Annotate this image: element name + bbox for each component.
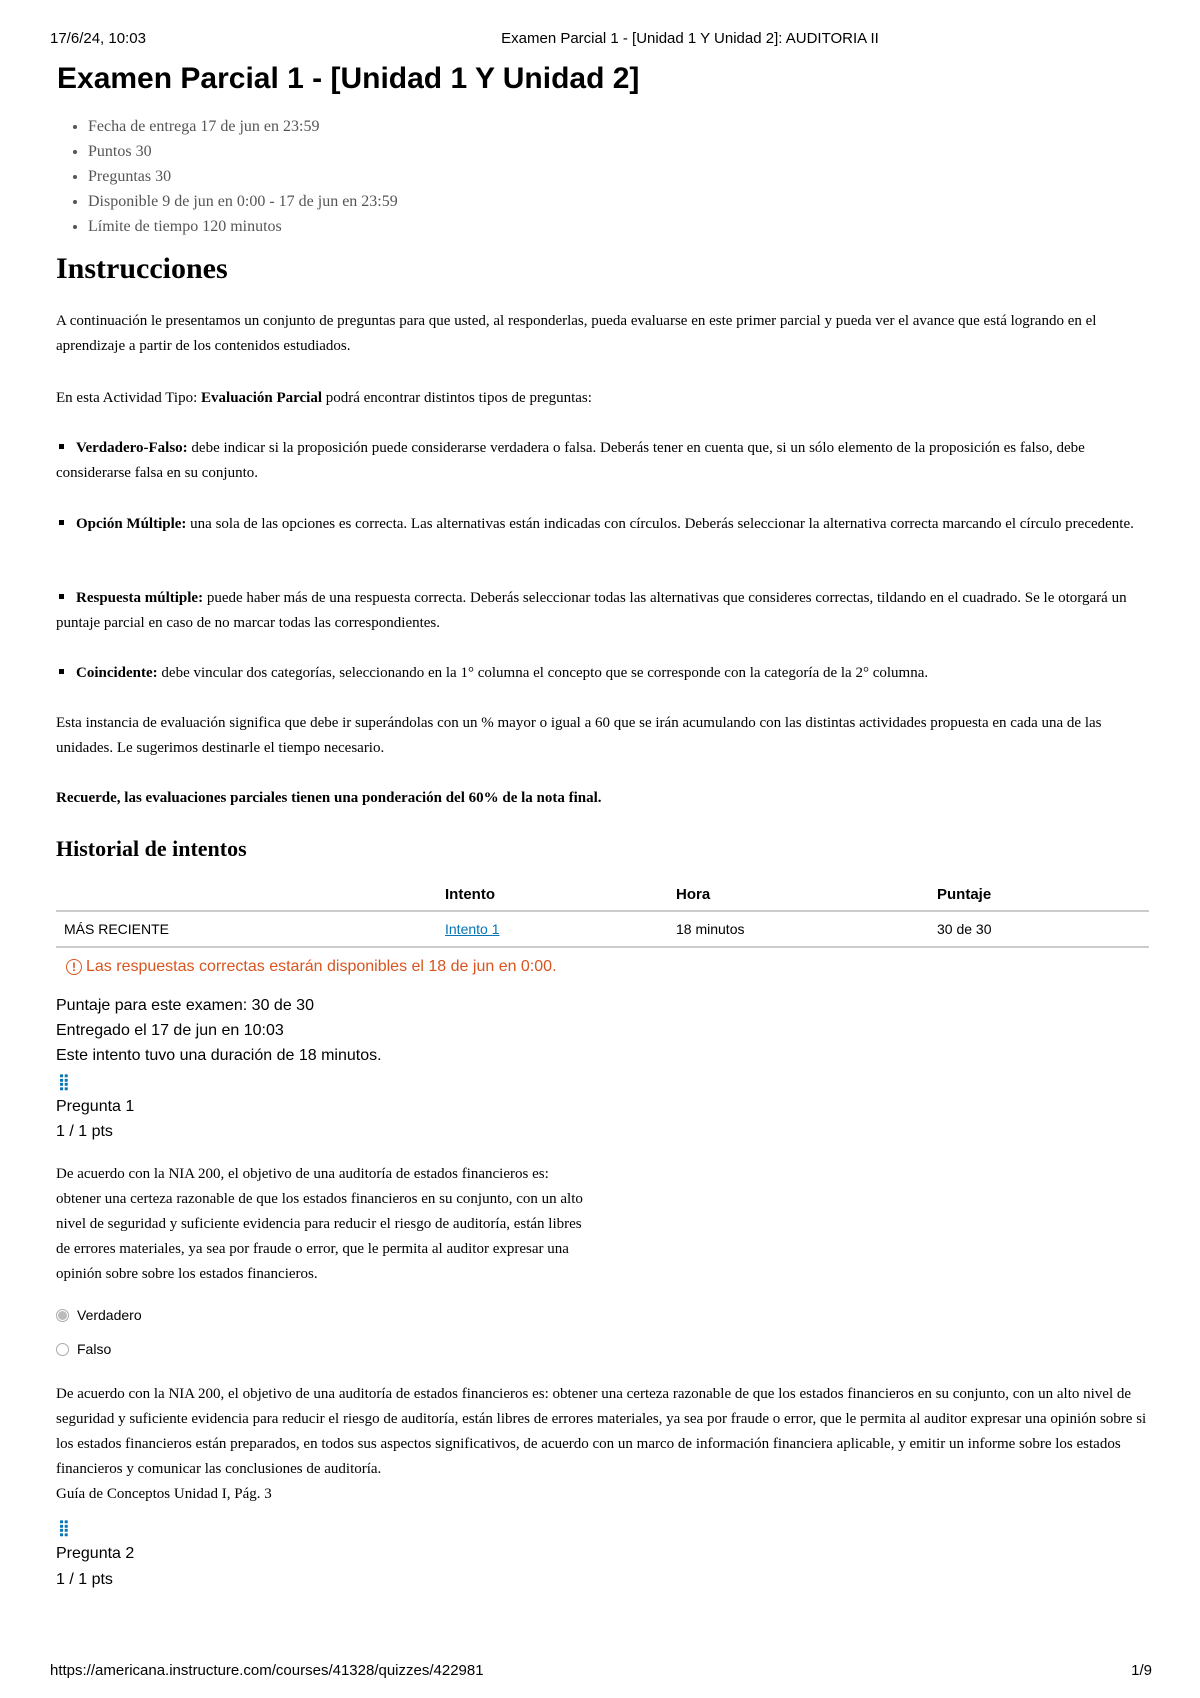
print-title: Examen Parcial 1 - [Unidad 1 Y Unidad 2]: AUDITORIA II (501, 30, 879, 47)
drag-handle-icon[interactable]: ⣿ (58, 1074, 69, 1091)
quiz-meta-list (68, 114, 398, 239)
bullet-square-icon (59, 594, 64, 599)
question-2-label: Pregunta 2 (56, 1545, 135, 1562)
radio-selected-icon[interactable] (56, 1309, 69, 1322)
history-heading: Historial de intentos (56, 836, 247, 861)
question-1-text: De acuerdo con la NIA 200, el objetivo de una auditoría de estados financieros es: obtener una certeza razonable de que los estados financieros en su conjunto, con un alto nivel de seguridad y suficiente evidencia para reducir el riesgo de auditoría, están libres de errores materiales, ya sea por fraude o error, que le permita al auditor expresar una opinión sobre sobre los estados financieros. (56, 1166, 583, 1282)
instructions-weighting-note: Recuerde, las evaluaciones parciales tienen una ponderación del 60% de la nota final. (56, 790, 602, 806)
drag-handle-icon[interactable]: ⣿ (58, 1520, 69, 1537)
page-title: Examen Parcial 1 - [Unidad 1 Y Unidad 2] (57, 62, 640, 95)
col-header-label (56, 878, 437, 911)
attempt-link[interactable]: Intento 1 (445, 921, 500, 937)
table-row (56, 911, 1149, 947)
availability: • Disponible 9 de jun en 0:00 - 17 de jun en 23:59 (88, 189, 398, 214)
quiz-score: Puntaje para este examen: 30 de 30 (56, 997, 314, 1014)
attempt-score: 30 de 30 (929, 911, 1149, 947)
bullet-square-icon (59, 520, 64, 525)
due-date: • Fecha de entrega 17 de jun en 23:59 (88, 114, 398, 139)
instructions-heading: Instrucciones (56, 252, 228, 285)
points: • Puntos 30 (88, 139, 398, 164)
print-page-number: 1/9 (1131, 1662, 1152, 1679)
question-type-multiple-choice: Opción Múltiple: una sola de las opciones es correcta. Las alternativas están indicadas con círculos. Deberás seleccionar la alternativa correcta marcando el círculo precedente. (56, 512, 1146, 537)
question-1-reference: Guía de Conceptos Unidad I, Pág. 3 (56, 1486, 272, 1502)
radio-empty-icon[interactable] (56, 1343, 69, 1356)
bullet-square-icon (59, 669, 64, 674)
attempt-time: 18 minutos (668, 911, 929, 947)
question-1-points: 1 / 1 pts (56, 1123, 113, 1140)
question-type-multiple-answer: Respuesta múltiple: puede haber más de una respuesta correcta. Deberás seleccionar todas las alternativas que consideres correctas, tildando en el cuadrado. Se le otorgará un puntaje parcial en caso de no marcar todas las correspondientes. (56, 590, 1127, 631)
question-1-option-true[interactable]: Verdadero (56, 1307, 142, 1323)
print-date: 17/6/24, 10:03 (50, 30, 146, 47)
col-header-score: Puntaje (929, 878, 1149, 911)
question-1-label: Pregunta 1 (56, 1098, 135, 1115)
question-2-points: 1 / 1 pts (56, 1571, 113, 1588)
answers-availability-notice: ! Las respuestas correctas estarán disponibles el 18 de jun en 0:00. (66, 958, 557, 976)
question-type-matching: Coincidente: debe vincular dos categorías, seleccionando en la 1° columna el concepto que se corresponde con la categoría de la 2° columna. (56, 661, 1146, 686)
col-header-time: Hora (668, 878, 929, 911)
question-count: • Preguntas 30 (88, 164, 398, 189)
print-url: https://americana.instructure.com/courses/41328/quizzes/422981 (50, 1662, 484, 1679)
instructions-intro: A continuación le presentamos un conjunto de preguntas para que usted, al responderlas, pueda evaluarse en este primer parcial y pueda ver el avance que está logrando en el aprendizaje a partir de los contenidos estudiados. (56, 313, 1097, 354)
attempts-table (56, 878, 1149, 948)
instructions-evaluation-note: Esta instancia de evaluación significa que debe ir superándolas con un % mayor o igual a 60 que se irán acumulando con las distintas actividades propuesta en cada una de las unidades. Le sugerimos destinarle el tiempo necesario. (56, 715, 1102, 756)
activity-type-name: Evaluación Parcial (201, 390, 322, 406)
col-header-attempt: Intento (437, 878, 668, 911)
table-header-row (56, 878, 1149, 911)
question-1-explanation: De acuerdo con la NIA 200, el objetivo de una auditoría de estados financieros es: obtener una certeza razonable de que los estados financieros en su conjunto, con un alto nivel de seguridad y suficiente evidencia para reducir el riesgo de auditoría, están libres de errores materiales, ya sea por fraude o error, que le permita al auditor expresar una opinión sobre si los estados financieros están preparados, en todos sus aspectos significativos, de acuerdo con un marco de información financiera aplicable, y emitir un informe sobre los estados financieros y comunicar las conclusiones de auditoría. (56, 1386, 1147, 1477)
time-limit: • Límite de tiempo 120 minutos (88, 214, 398, 239)
warning-icon: ! (66, 959, 82, 975)
instructions-activity-type: En esta Actividad Tipo: Evaluación Parcial podrá encontrar distintos tipos de preguntas: (56, 390, 592, 406)
attempt-label: MÁS RECIENTE (56, 911, 437, 947)
question-1-option-false[interactable]: Falso (56, 1341, 111, 1357)
attempt-duration: Este intento tuvo una duración de 18 minutos. (56, 1047, 382, 1064)
submitted-date: Entregado el 17 de jun en 10:03 (56, 1022, 284, 1039)
bullet-square-icon (59, 444, 64, 449)
question-type-true-false: Verdadero-Falso: debe indicar si la proposición puede considerarse verdadera o falsa. Deberás tener en cuenta que, si un sólo elemento de la proposición es falso, debe considerarse falsa en su conjunto. (56, 440, 1085, 481)
